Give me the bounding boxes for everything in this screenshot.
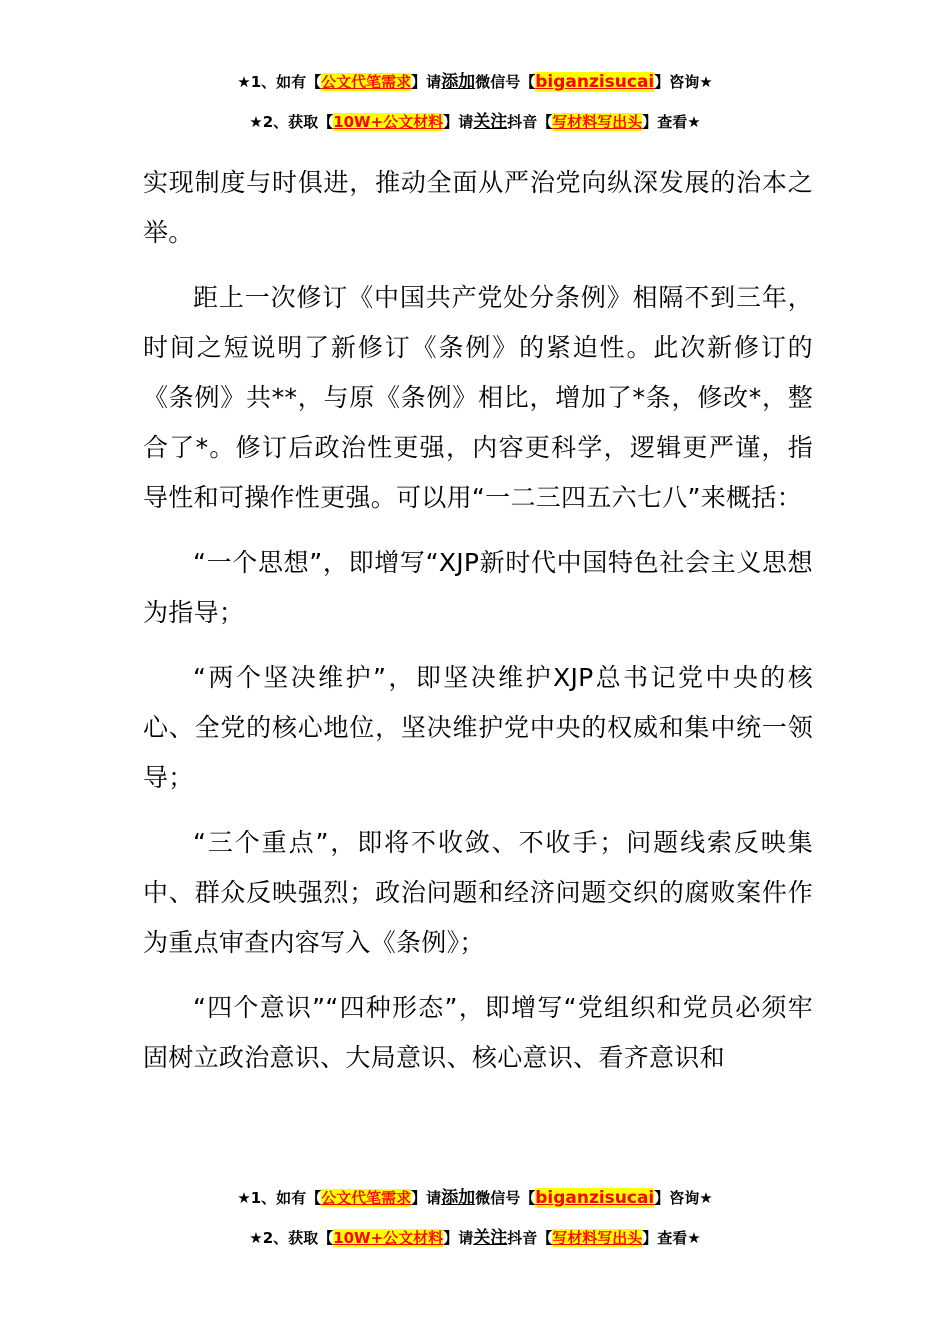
ad-line-ghostwriting <box>0 70 950 94</box>
star-icon: ★ <box>249 113 263 131</box>
ad-text: 2、获取【 <box>262 113 334 131</box>
ad-emphasis: 关注 <box>473 112 508 132</box>
document-body <box>143 158 813 1098</box>
ad-text: 】请 <box>443 1229 474 1247</box>
paragraph: “三个重点”，即将不收敛、不收手；问题线索反映集中、群众反映强烈；政治问题和经济问题交织的腐败案件作为重点审查内容写入《条例》； <box>143 828 813 957</box>
ad-text: 】咨询 <box>654 1189 700 1207</box>
ad-line-ghostwriting <box>0 1186 950 1210</box>
star-icon: ★ <box>237 73 251 91</box>
ad-text: 1、如有【 <box>250 73 322 91</box>
footer-ad-banner <box>0 1186 950 1250</box>
ad-text: 】请 <box>443 113 474 131</box>
ad-text: 】请 <box>411 1189 442 1207</box>
ad-emphasis: 添加 <box>441 1188 476 1208</box>
paragraph: “两个坚决维护”，即坚决维护XJP总书记党中央的核心、全党的核心地位，坚决维护党中央的权威和集中统一领导； <box>143 663 813 792</box>
ad-line-materials <box>0 1226 950 1250</box>
star-icon: ★ <box>687 113 701 131</box>
paragraph: “四个意识”“四种形态”，即增写“党组织和党员必须牢固树立政治意识、大局意识、核心意识、看齐意识和 <box>143 993 813 1072</box>
ad-highlight-materials: 10W+公文材料 <box>333 1229 444 1247</box>
douyin-account: 写材料写出头 <box>552 1229 643 1247</box>
wechat-id: biganzisucai <box>535 1188 655 1208</box>
star-icon: ★ <box>687 1229 701 1247</box>
ad-text: 微信号【 <box>475 1189 536 1207</box>
ad-highlight-service: 公文代笔需求 <box>321 73 412 91</box>
ad-highlight-materials: 10W+公文材料 <box>333 113 444 131</box>
star-icon: ★ <box>699 1189 713 1207</box>
wechat-id: biganzisucai <box>535 72 655 92</box>
star-icon: ★ <box>237 1189 251 1207</box>
ad-text: 】查看 <box>642 113 688 131</box>
ad-text: 2、获取【 <box>262 1229 334 1247</box>
star-icon: ★ <box>249 1229 263 1247</box>
ad-text: 1、如有【 <box>250 1189 322 1207</box>
star-icon: ★ <box>699 73 713 91</box>
ad-emphasis: 添加 <box>441 72 476 92</box>
douyin-account: 写材料写出头 <box>552 113 643 131</box>
paragraph: 实现制度与时俱进，推动全面从严治党向纵深发展的治本之举。 <box>143 168 813 247</box>
ad-text: 】请 <box>411 73 442 91</box>
paragraph: “一个思想”，即增写“XJP新时代中国特色社会主义思想为指导； <box>143 548 813 627</box>
ad-text: 抖音【 <box>507 113 553 131</box>
ad-text: 】咨询 <box>654 73 700 91</box>
ad-text: 】查看 <box>642 1229 688 1247</box>
ad-line-materials <box>0 110 950 134</box>
ad-text: 抖音【 <box>507 1229 553 1247</box>
ad-text: 微信号【 <box>475 73 536 91</box>
ad-emphasis: 关注 <box>473 1228 508 1248</box>
paragraph: 距上一次修订《中国共产党处分条例》相隔不到三年，时间之短说明了新修订《条例》的紧迫性。此次新修订的《条例》共**，与原《条例》相比，增加了*条，修改*，整合了*。修订后政治性更强，内容更科学，逻辑更严谨，指导性和可操作性更强。可以用“一二三四五六七八”来概括： <box>143 283 813 512</box>
ad-highlight-service: 公文代笔需求 <box>321 1189 412 1207</box>
header-ad-banner <box>0 70 950 134</box>
